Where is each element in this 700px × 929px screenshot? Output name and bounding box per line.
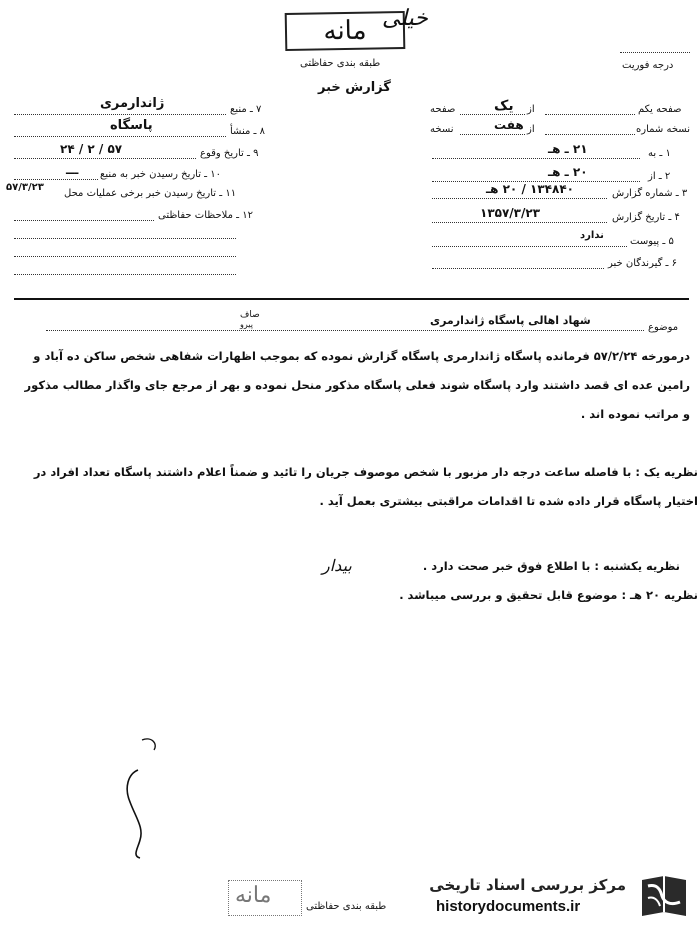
page-unit-label: صفحه	[430, 104, 456, 115]
subject-value: شهاد اهالی پاسگاه ژاندارمری	[430, 314, 591, 327]
signature: بیدار	[322, 556, 352, 575]
page-line-1	[545, 114, 635, 115]
origin-label: ۸ ـ منشأ	[230, 126, 266, 137]
top-stamp	[287, 6, 428, 50]
notes-line-2	[14, 238, 236, 239]
page-title: گزارش خبر	[318, 80, 391, 95]
bottom-stamp-text: مانه	[235, 883, 272, 908]
urgency-line	[620, 52, 690, 53]
to-label: ۱ ـ به	[648, 148, 671, 159]
recipients-label: ۶ ـ گیرندگان خبر	[608, 258, 678, 269]
urgency-label: درجه فوریت	[622, 60, 674, 71]
received-by-ops-label: ۱۱ ـ تاریخ رسیدن خبر برخی عملیات محل	[64, 188, 237, 199]
report-number-label: ۳ ـ شماره گزارش	[612, 188, 688, 199]
page-from-label: از	[527, 104, 535, 115]
handwritten-scribble	[110, 730, 190, 860]
copy-line-2	[460, 134, 525, 135]
copy-number-value: هفت	[494, 118, 524, 132]
subject-margin-note-1: صاف	[240, 310, 260, 320]
notes-line-3	[14, 256, 236, 257]
opinion-2-text: با اطلاع فوق خبر صحت دارد .	[422, 559, 591, 573]
page-number-label: صفحه یکم	[638, 104, 682, 115]
bottom-stamp	[228, 880, 302, 916]
logo-url: historydocuments.ir	[436, 898, 581, 915]
logo-book-icon	[638, 872, 690, 922]
security-notes-label: ۱۲ ـ ملاحظات حفاظتی	[158, 210, 253, 221]
opinion-1	[20, 458, 698, 516]
subject-margin-note-2: پیرو	[240, 320, 253, 329]
opinion-3-label: نظریه ۲۰ هـ :	[621, 588, 698, 602]
occurrence-date-label: ۹ ـ تاریخ وقوع	[200, 148, 259, 159]
copy-unit-label: نسخه	[430, 124, 454, 135]
occurrence-date-line	[14, 158, 196, 159]
attachment-value: ندارد	[580, 230, 604, 241]
stamp-handwritten-word: خیلی	[382, 6, 428, 31]
security-notes-line	[14, 220, 154, 221]
received-by-source-label: ۱۰ ـ تاریخ رسیدن خبر به منبع	[100, 169, 222, 180]
page-line-2	[460, 114, 525, 115]
opinion-3	[300, 581, 698, 610]
header-divider	[14, 298, 689, 300]
page-number-value: یک	[494, 98, 514, 114]
report-number-line	[432, 198, 607, 199]
to-value: ۲۱ ـ هـ	[548, 142, 588, 156]
opinion-1-label: نظریه یک :	[635, 465, 698, 479]
origin-line	[14, 136, 226, 137]
report-date-line	[432, 222, 607, 223]
opinion-3-text: موضوع قابل تحقیق و بررسی میباشد .	[399, 588, 618, 602]
source-value: ژاندارمری	[100, 96, 165, 111]
opinion-1-text: با فاصله ساعت درجه دار مزبور با شخص موصوف جریان را تائید و ضمناً اعلام داشتند پاسگاه تعداد افراد در اختیار پاسگاه قرار داده شده تا اقدامات مراقبتی بیشتری بعمل آید .	[33, 465, 698, 508]
report-date-label: ۴ ـ تاریخ گزارش	[612, 212, 680, 223]
opinion-2	[300, 552, 680, 581]
subject-line	[46, 330, 644, 331]
received-by-source-value: ـــ	[66, 163, 79, 177]
opinion-2-label: نظریه یکشنبه :	[594, 559, 680, 573]
attachment-line	[432, 246, 627, 247]
source-label: ۷ ـ منبع	[230, 104, 262, 115]
report-paragraph: درمورخه ۵۷/۲/۲۴ فرمانده پاسگاه ژاندارمری پاسگاه گزارش نموده که بموجب اظهارات شفاهی شخص ساکن ده آباد و رامین عده ای قصد داشتند وارد پاسگاه شوند فعلی پاسگاه مذکور منحل نموده و بهر از مرجع جای واگذار مطالب مذکور و مراتب نموده اند .	[24, 349, 690, 421]
received-by-source-line	[14, 179, 98, 180]
occurrence-date-value: ۲۴ / ۲ / ۵۷	[60, 142, 123, 156]
logo-title: مرکز بررسی اسناد تاریخی	[429, 876, 626, 894]
to-line	[432, 158, 640, 159]
top-classification-label: طبقه بندی حفاظتی	[300, 58, 381, 69]
watermark-logo	[408, 870, 694, 924]
from-value: ۲۰ ـ هـ	[548, 165, 588, 179]
copy-from-label: از	[527, 124, 535, 135]
classification-stamp-text: مانه	[285, 11, 406, 51]
recipients-line	[432, 268, 604, 269]
copy-number-label: نسخه شماره	[636, 124, 690, 135]
report-date-value: ۱۳۵۷/۳/۲۳	[480, 206, 541, 220]
from-label: ۲ ـ از	[648, 171, 671, 182]
notes-line-4	[14, 274, 236, 275]
report-number-value: ۱۳۴۸۴۰ / ۲۰ هـ	[486, 182, 574, 196]
received-by-ops-value: ۵۷/۳/۲۳	[6, 182, 44, 193]
source-line	[14, 114, 226, 115]
copy-line-1	[545, 134, 635, 135]
bottom-classification-label: طبقه بندی حفاظتی	[306, 901, 387, 912]
attachment-label: ۵ ـ پیوست	[630, 236, 674, 247]
report-body	[20, 342, 690, 429]
subject-label: موضوع	[648, 322, 679, 333]
origin-value: پاسگاه	[110, 118, 153, 133]
